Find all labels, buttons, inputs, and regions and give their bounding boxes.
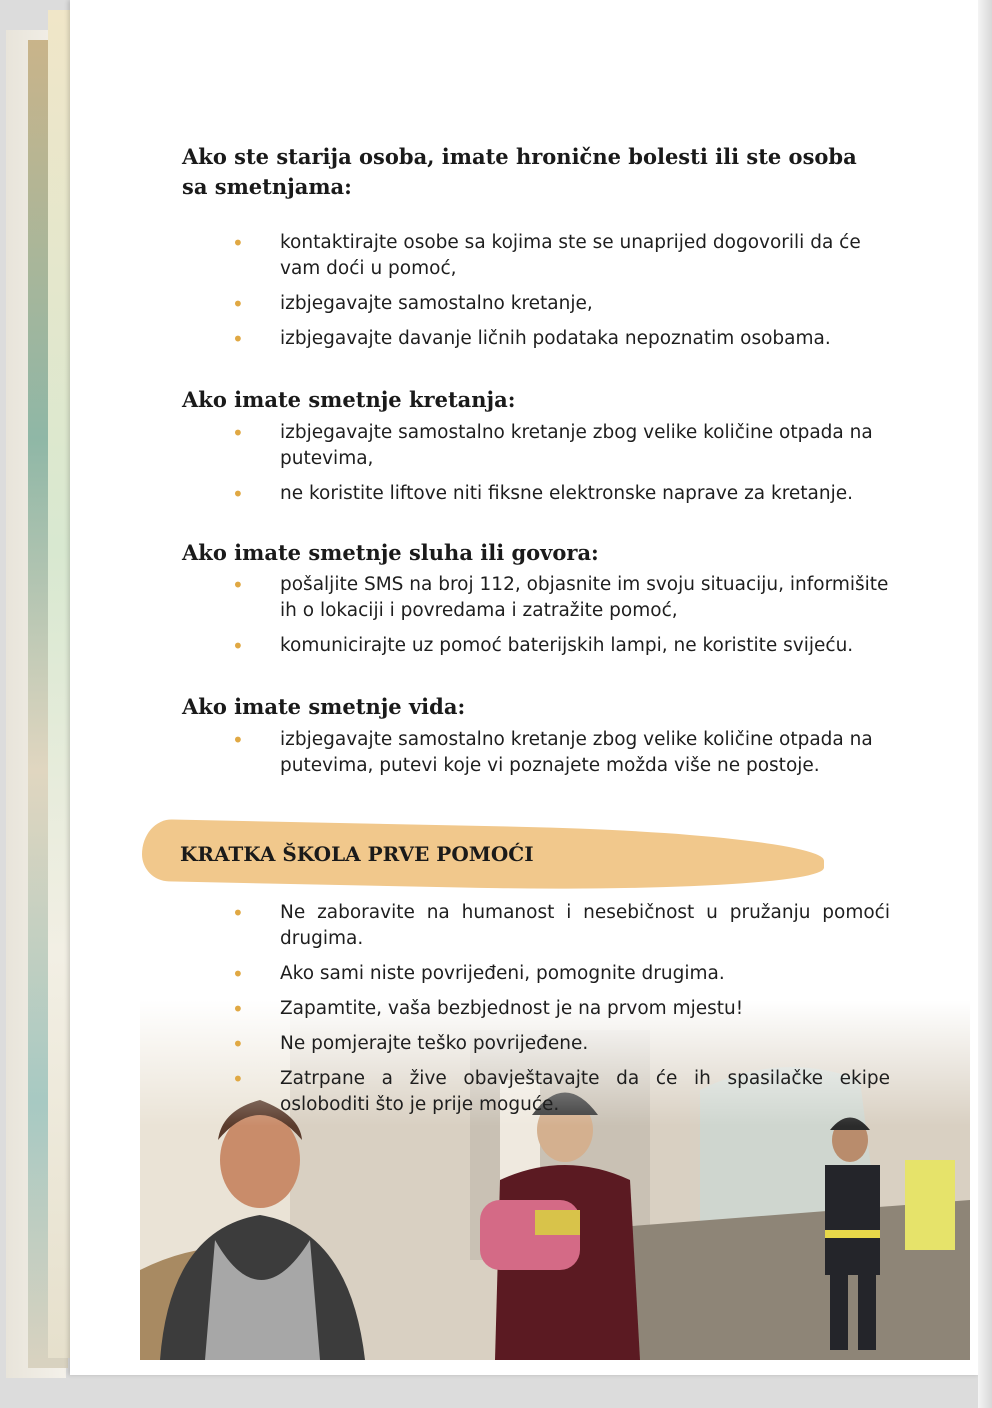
list-item: • Zapamtite, vaša bezbjednost je na prvom mjestu! <box>232 997 744 1021</box>
list-item: • Ako sami niste povrijeđeni, pomognite drugima. <box>232 962 725 986</box>
page-edge-inner <box>48 10 70 1358</box>
list-item: • izbjegavajte samostalno kretanje zbog velike količine otpada na putevima, <box>232 421 873 469</box>
section-heading-vision: Ako imate smetnje vida: <box>182 694 466 719</box>
bullet-list-vision <box>230 727 900 788</box>
bullet-list-mobility <box>230 420 900 516</box>
bullet-list-first-aid <box>230 900 890 1127</box>
bullet-dot-icon: • <box>232 421 244 445</box>
bullet-dot-icon: • <box>232 1067 244 1091</box>
bullet-dot-icon: • <box>232 327 244 351</box>
section-heading-mobility: Ako imate smetnje kretanja: <box>182 387 516 412</box>
banner-title: KRATKA ŠKOLA PRVE POMOĆI <box>180 842 534 866</box>
bullet-dot-icon: • <box>232 573 244 597</box>
bullet-dot-icon: • <box>232 997 244 1021</box>
list-item: • kontaktirajte osobe sa kojima ste se unaprijed dogovorili da će vam doći u pomoć, <box>232 231 861 279</box>
list-item: • ne koristite liftove niti fiksne elektronske naprave za kretanje. <box>232 482 854 506</box>
bullet-dot-icon: • <box>232 292 244 316</box>
bullet-dot-icon: • <box>232 962 244 986</box>
list-item: • Zatrpane a žive obavještavajte da će ih spasilačke ekipe osloboditi što je prije moguće. <box>232 1067 890 1115</box>
list-item: • pošaljite SMS na broj 112, objasnite im svoju situaciju, informišite ih o lokaciji i povredama i zatražite pomoć, <box>232 573 889 621</box>
list-item: • Ne zaboravite na humanost i nesebičnost u pružanju pomoći drugima. <box>232 901 890 949</box>
bullet-dot-icon: • <box>232 1032 244 1056</box>
bullet-dot-icon: • <box>232 482 244 506</box>
bullet-dot-icon: • <box>232 728 244 752</box>
bullet-list-hearing <box>230 572 900 668</box>
section-heading-hearing: Ako imate smetnje sluha ili govora: <box>182 540 599 565</box>
bullet-list-elderly <box>230 230 900 361</box>
bullet-dot-icon: • <box>232 901 244 925</box>
bullet-dot-icon: • <box>232 634 244 658</box>
list-item: • Ne pomjerajte teško povrijeđene. <box>232 1032 589 1056</box>
list-item: • izbjegavajte davanje ličnih podataka nepoznatim osobama. <box>232 327 831 351</box>
bullet-dot-icon: • <box>232 231 244 255</box>
section-heading-elderly: Ako ste starija osoba, imate hronične bolesti ili ste osoba sa smetnjama: <box>182 144 857 199</box>
list-item: • izbjegavajte samostalno kretanje, <box>232 292 593 316</box>
list-item: • komunicirajte uz pomoć baterijskih lampi, ne koristite svijeću. <box>232 634 854 658</box>
list-item: • izbjegavajte samostalno kretanje zbog velike količine otpada na putevima, putevi koje vi poznajete možda više ne postoje. <box>232 728 873 776</box>
page-right-edge <box>978 0 992 1408</box>
